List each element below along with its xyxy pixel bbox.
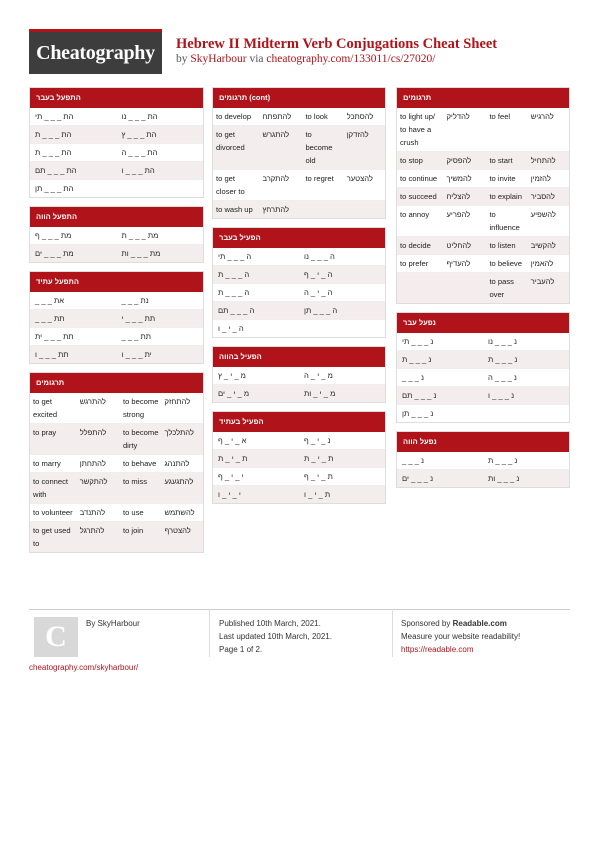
page-number: Page 1 of 2. xyxy=(219,645,263,654)
table-row xyxy=(30,472,203,503)
english-verb-cell: to prefer xyxy=(400,259,429,268)
english-verb-cell: to become old xyxy=(305,130,333,165)
footer-author xyxy=(86,617,140,630)
table-row xyxy=(30,521,203,552)
footer-separator xyxy=(392,609,393,657)
hebrew-verb-cell: להצטרף xyxy=(164,526,191,535)
table-row xyxy=(30,327,203,345)
conjugation-cell: י _ י _ ף xyxy=(218,472,244,481)
sponsor-text: Measure your website readability! xyxy=(401,632,521,641)
hebrew-verb-cell: להצטער xyxy=(346,174,373,183)
footer-author-name[interactable]: By SkyHarbour xyxy=(86,619,140,628)
conjugation-cell xyxy=(117,180,204,197)
conjugation-cell: נ _ _ _ ת xyxy=(488,355,518,364)
table-row xyxy=(213,248,385,265)
conjugation-cell: תת _ _ _ xyxy=(121,332,151,341)
conjugation-cell: מ _ י _ ץ xyxy=(218,371,246,380)
by-label: by xyxy=(176,53,188,65)
english-verb-cell: to annoy xyxy=(400,210,430,219)
hebrew-verb-cell: להשפיע xyxy=(530,210,556,219)
section-title: התפעל הווה xyxy=(30,207,203,227)
english-verb-cell xyxy=(302,201,343,218)
conjugation-cell: נ _ _ _ תן xyxy=(402,409,434,418)
section-hifil-future xyxy=(212,411,386,504)
table-row xyxy=(213,319,385,337)
table-row xyxy=(397,272,569,303)
section-title: הפעיל בעבר xyxy=(213,228,385,248)
hebrew-verb-cell: להאמין xyxy=(530,259,554,268)
hebrew-verb-cell: להסתכל xyxy=(346,112,374,121)
english-verb-cell: to get used to xyxy=(33,526,71,548)
english-verb-cell: to pass over xyxy=(489,277,514,299)
hebrew-verb-cell: להתרחץ xyxy=(262,205,290,214)
hebrew-verb-cell xyxy=(344,201,385,218)
sheet-url-link[interactable]: cheatography.com/133011/cs/27020/ xyxy=(266,53,436,65)
english-verb-cell: to believe xyxy=(489,259,522,268)
table-row xyxy=(213,108,385,125)
english-verb-cell: to light up/ to have a crush xyxy=(400,112,436,147)
column-2 xyxy=(212,87,386,512)
table-row xyxy=(397,452,569,469)
footer-divider xyxy=(29,609,570,610)
hebrew-verb-cell: להתחיל xyxy=(530,156,556,165)
hebrew-verb-cell: להחליט xyxy=(446,241,472,250)
conjugation-cell: ת _ י _ ת xyxy=(218,454,248,463)
conjugation-cell: הת _ _ _ ת xyxy=(35,148,72,157)
conjugation-cell: ה _ _ _ ת xyxy=(218,270,250,279)
section-title: תרגומים xyxy=(30,373,203,393)
conjugation-cell: ה _ _ _ ת xyxy=(218,288,250,297)
table-row xyxy=(397,108,569,151)
table-row xyxy=(30,292,203,309)
conjugation-cell: נ _ _ _ תם xyxy=(402,391,437,400)
hebrew-verb-cell: להדליק xyxy=(446,112,470,121)
hebrew-verb-cell: להתרגש xyxy=(79,397,106,406)
section-hitpael-past xyxy=(29,87,204,198)
section-translations-2 xyxy=(396,87,570,304)
table-row xyxy=(397,386,569,404)
table-row xyxy=(397,368,569,386)
section-title: התפעל עתיד xyxy=(30,272,203,292)
conjugation-cell: ה _ י _ ה xyxy=(304,288,333,297)
table-row xyxy=(397,169,569,187)
conjugation-cell: ה _ י _ ו xyxy=(218,324,244,333)
footer-sponsor: Sponsored by Readable.com Measure your website readability! https://readable.com xyxy=(401,619,521,654)
english-verb-cell: to stop xyxy=(400,156,423,165)
conjugation-cell: נ _ _ _ נו xyxy=(488,337,517,346)
conjugation-cell: הת _ _ _ ו xyxy=(121,166,155,175)
section-hitpael-future xyxy=(29,271,204,364)
table-row xyxy=(213,169,385,200)
english-verb-cell: to succeed xyxy=(400,192,437,201)
conjugation-cell: נ _ _ _ תי xyxy=(402,337,434,346)
table-row xyxy=(213,200,385,218)
published-date: Published 10th March, 2021. xyxy=(219,619,321,628)
section-title: נפעל עבר xyxy=(397,313,569,333)
table-row xyxy=(30,108,203,125)
table-row xyxy=(30,345,203,363)
table-row xyxy=(397,187,569,205)
table-row xyxy=(213,467,385,485)
hebrew-verb-cell: להתנהג xyxy=(164,459,190,468)
conjugation-cell: נ _ _ _ ים xyxy=(402,474,434,483)
section-translations xyxy=(29,372,204,553)
table-row xyxy=(213,265,385,283)
section-title: הפעיל בעתיד xyxy=(213,412,385,432)
conjugation-cell: מת _ _ _ ות xyxy=(121,249,161,258)
english-verb-cell: to become dirty xyxy=(122,428,159,450)
english-verb-cell: to start xyxy=(489,156,513,165)
section-hifil-present xyxy=(212,346,386,403)
table-row xyxy=(213,367,385,384)
english-verb-cell: to continue xyxy=(400,174,438,183)
conjugation-cell: נ _ _ _ ת xyxy=(488,456,518,465)
table-row xyxy=(397,205,569,236)
conjugation-cell: תת _ _ _ י xyxy=(121,314,156,323)
conjugation-cell: תת _ _ _ ית xyxy=(35,332,74,341)
conjugation-cell: נ _ _ _ ת xyxy=(402,355,432,364)
conjugation-cell: מת _ _ _ ים xyxy=(35,249,74,258)
english-verb-cell: to get divorced xyxy=(216,130,245,152)
conjugation-cell: נ _ _ _ ו xyxy=(488,391,515,400)
footer-author-link[interactable]: cheatography.com/skyharbour/ xyxy=(29,663,139,672)
conjugation-cell: ת _ י _ ת xyxy=(304,454,334,463)
conjugation-cell xyxy=(299,320,385,337)
table-row xyxy=(213,283,385,301)
conjugation-cell: נ _ _ _ xyxy=(402,456,424,465)
english-verb-cell: to connect with xyxy=(33,477,69,499)
conjugation-cell: נ _ _ _ ות xyxy=(488,474,520,483)
hebrew-verb-cell: להפסיק xyxy=(446,156,472,165)
english-verb-cell: to volunteer xyxy=(33,508,73,517)
table-row xyxy=(213,301,385,319)
table-row xyxy=(30,227,203,244)
table-row xyxy=(213,432,385,449)
english-verb-cell: to get closer to xyxy=(216,174,245,196)
section-title: התפעל בעבר xyxy=(30,88,203,108)
english-verb-cell: to pray xyxy=(33,428,57,437)
english-verb-cell: to get excited xyxy=(33,397,58,419)
conjugation-cell: את _ _ _ xyxy=(35,296,65,305)
hebrew-verb-cell: להצליח xyxy=(446,192,471,201)
conjugation-cell: הת _ _ _ נו xyxy=(121,112,158,121)
table-row xyxy=(213,125,385,169)
english-verb-cell: to invite xyxy=(489,174,516,183)
table-row xyxy=(30,125,203,143)
conjugation-cell: ה _ י _ ף xyxy=(304,270,333,279)
hebrew-verb-cell xyxy=(443,273,486,303)
table-row xyxy=(397,404,569,422)
conjugation-cell: תת _ _ _ ו xyxy=(35,350,69,359)
hebrew-verb-cell: להתפתח xyxy=(262,112,292,121)
table-row xyxy=(30,179,203,197)
english-verb-cell: to wash up xyxy=(216,205,253,214)
hebrew-verb-cell: להתחתן xyxy=(79,459,106,468)
hebrew-verb-cell: להזדקן xyxy=(346,130,369,139)
conjugation-cell: י _ י _ ו xyxy=(218,490,241,499)
conjugation-cell: ה _ _ _ תם xyxy=(218,306,255,315)
footer-separator xyxy=(209,609,210,657)
english-verb-cell: to influence xyxy=(489,210,520,232)
table-row xyxy=(397,469,569,487)
sponsor-name[interactable]: Readable.com xyxy=(452,619,507,628)
table-row xyxy=(397,236,569,254)
table-row xyxy=(397,333,569,350)
hebrew-verb-cell: להתרגל xyxy=(79,526,105,535)
conjugation-cell xyxy=(483,405,569,422)
english-verb-cell: to join xyxy=(122,526,144,535)
author-link[interactable]: SkyHarbour xyxy=(190,53,247,65)
table-row xyxy=(30,143,203,161)
english-verb-cell: to behave xyxy=(122,459,157,468)
conjugation-cell: ית _ _ _ ו xyxy=(121,350,152,359)
english-verb-cell: to become strong xyxy=(122,397,159,419)
english-verb-cell: to regret xyxy=(305,174,334,183)
hebrew-verb-cell: להתגעגע xyxy=(164,477,194,486)
table-row xyxy=(213,384,385,402)
hebrew-verb-cell: להשתמש xyxy=(164,508,195,517)
byline xyxy=(176,53,435,65)
column-1 xyxy=(29,87,204,561)
hebrew-verb-cell: להקשיב xyxy=(530,241,556,250)
table-row xyxy=(30,503,203,521)
conjugation-cell: ת _ י _ ף xyxy=(304,472,333,481)
table-row xyxy=(30,161,203,179)
conjugation-cell: הת _ _ _ ת xyxy=(35,130,72,139)
hebrew-verb-cell: להרגיש xyxy=(530,112,554,121)
section-title: תרגומים (cont) xyxy=(213,88,385,108)
conjugation-cell: ה _ _ _ תי xyxy=(218,252,252,261)
hebrew-verb-cell: להתנדב xyxy=(79,508,106,517)
english-verb-cell: to look xyxy=(305,112,328,121)
conjugation-cell: הת _ _ _ ה xyxy=(121,148,158,157)
conjugation-cell: מ _ י _ ים xyxy=(218,389,250,398)
english-verb-cell xyxy=(397,273,443,303)
english-verb-cell: to decide xyxy=(400,241,431,250)
conjugation-cell: ה _ _ _ נו xyxy=(304,252,335,261)
updated-date: Last updated 10th March, 2021. xyxy=(219,632,332,641)
table-row xyxy=(30,454,203,472)
english-verb-cell: to miss xyxy=(122,477,148,486)
table-row xyxy=(30,244,203,262)
conjugation-cell: מ _ י _ ה xyxy=(304,371,333,380)
hebrew-verb-cell: להעביר xyxy=(530,277,555,286)
sponsor-link[interactable]: https://readable.com xyxy=(401,645,474,654)
english-verb-cell: to use xyxy=(122,508,144,517)
hebrew-verb-cell: להתקרב xyxy=(262,174,290,183)
section-nifal-past xyxy=(396,312,570,423)
section-translations-cont xyxy=(212,87,386,219)
table-row xyxy=(397,151,569,169)
conjugation-cell: מ _ י _ ות xyxy=(304,389,336,398)
table-row xyxy=(213,449,385,467)
conjugation-cell: ת _ י _ ו xyxy=(304,490,331,499)
site-logo[interactable]: Cheatography xyxy=(29,29,162,74)
english-verb-cell: to develop xyxy=(216,112,252,121)
conjugation-cell: נ _ _ _ xyxy=(402,373,424,382)
conjugation-cell: נ _ _ _ ה xyxy=(488,373,517,382)
hebrew-verb-cell: להתקשר xyxy=(79,477,108,486)
table-row xyxy=(213,485,385,503)
hebrew-verb-cell: להמשיך xyxy=(446,174,472,183)
conjugation-cell: הת _ _ _ ץ xyxy=(121,130,157,139)
table-row xyxy=(30,423,203,454)
hebrew-verb-cell: להתגרש xyxy=(262,130,290,139)
section-title: תרגומים xyxy=(397,88,569,108)
conjugation-cell: הת _ _ _ תן xyxy=(35,184,74,193)
hebrew-verb-cell: להעדיף xyxy=(446,259,471,268)
hebrew-verb-cell: להתחזק xyxy=(164,397,191,406)
section-title: הפעיל בהווה xyxy=(213,347,385,367)
hebrew-verb-cell: להתפלל xyxy=(79,428,107,437)
conjugation-cell: הת _ _ _ תי xyxy=(35,112,74,121)
table-row xyxy=(30,393,203,423)
table-row xyxy=(30,309,203,327)
section-hitpael-present xyxy=(29,206,204,263)
conjugation-cell: נת _ _ _ xyxy=(121,296,149,305)
page-title: Hebrew II Midterm Verb Conjugations Cheat Sheet xyxy=(176,36,498,52)
hebrew-verb-cell: להסביר xyxy=(530,192,555,201)
english-verb-cell: to listen xyxy=(489,241,516,250)
table-row xyxy=(397,350,569,368)
english-verb-cell: to explain xyxy=(489,192,522,201)
conjugation-cell: נ _ י _ ף xyxy=(304,436,331,445)
section-hifil-past xyxy=(212,227,386,338)
english-verb-cell: to feel xyxy=(489,112,511,121)
hebrew-verb-cell: להתלכלך xyxy=(164,428,194,437)
author-avatar[interactable]: C xyxy=(34,617,78,657)
table-row xyxy=(397,254,569,272)
conjugation-cell: ה _ _ _ תן xyxy=(304,306,338,315)
conjugation-cell: מת _ _ _ ת xyxy=(121,231,159,240)
section-nifal-present xyxy=(396,431,570,488)
conjugation-cell: תת _ _ _ xyxy=(35,314,65,323)
hebrew-verb-cell: להפריע xyxy=(446,210,471,219)
section-title: נפעל הווה xyxy=(397,432,569,452)
via-label: via xyxy=(249,53,264,65)
column-3 xyxy=(396,87,570,496)
hebrew-verb-cell: להזמין xyxy=(530,174,551,183)
conjugation-cell: א _ י _ ף xyxy=(218,436,247,445)
conjugation-cell: הת _ _ _ תם xyxy=(35,166,77,175)
english-verb-cell: to marry xyxy=(33,459,61,468)
footer-dates xyxy=(219,617,332,656)
conjugation-cell: מת _ _ _ ף xyxy=(35,231,72,240)
